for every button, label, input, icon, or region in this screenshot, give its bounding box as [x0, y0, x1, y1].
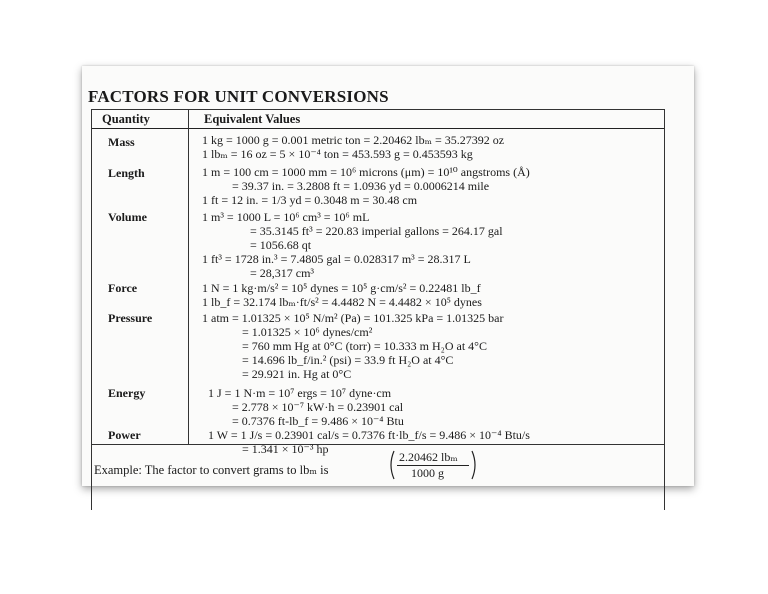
table-line: 1 lb_f = 32.174 lbₘ·ft/s² = 4.4482 N = 4.4482 × 10⁵ dynes	[202, 295, 482, 309]
page-title: FACTORS FOR UNIT CONVERSIONS	[88, 87, 389, 106]
quantity-length: Length	[108, 166, 145, 180]
table-line: = 1.01325 × 10⁶ dynes/cm²	[242, 325, 373, 339]
fraction-numerator: 2.20462 lbₘ	[399, 450, 458, 464]
table-line: = 760 mm Hg at 0°C (torr) = 10.333 m H₂O at 4°C	[242, 339, 487, 353]
table-line: = 35.3145 ft³ = 220.83 imperial gallons = 264.17 gal	[250, 224, 503, 238]
table-line: = 28,317 cm³	[250, 266, 315, 280]
conversion-table-page	[82, 66, 694, 486]
quantity-force: Force	[108, 281, 138, 295]
table-line: 1 W = 1 J/s = 0.23901 cal/s = 0.7376 ft·lb_f/s = 9.486 × 10⁻⁴ Btu/s	[208, 428, 530, 442]
quantity-pressure: Pressure	[108, 311, 153, 325]
table-line: = 1.341 × 10⁻³ hp	[242, 442, 329, 456]
table-line: 1 m³ = 1000 L = 10⁶ cm³ = 10⁶ mL	[202, 210, 370, 224]
table-line: = 2.778 × 10⁻⁷ kW·h = 0.23901 cal	[232, 400, 404, 414]
example-fraction	[387, 449, 479, 481]
quantity-volume: Volume	[108, 210, 147, 224]
table-line: 1 N = 1 kg·m/s² = 10⁵ dynes = 10⁵ g·cm/s² = 0.22481 lb_f	[202, 281, 481, 295]
quantity-mass: Mass	[108, 135, 135, 149]
header-quantity: Quantity	[102, 112, 150, 126]
quantity-power: Power	[108, 428, 141, 442]
column-divider	[188, 110, 189, 444]
table-line: 1 lbₘ = 16 oz = 5 × 10⁻⁴ ton = 453.593 g = 0.453593 kg	[202, 147, 473, 161]
table-line: 1 J = 1 N·m = 10⁷ ergs = 10⁷ dyne·cm	[208, 386, 392, 400]
table-line: = 1056.68 qt	[250, 238, 312, 252]
table-line: 1 ft³ = 1728 in.³ = 7.4805 gal = 0.028317 m³ = 28.317 L	[202, 252, 471, 266]
table-line: = 14.696 lb_f/in.² (psi) = 33.9 ft H₂O at 4°C	[242, 353, 454, 367]
quantity-energy: Energy	[108, 386, 146, 400]
fraction-denominator: 1000 g	[411, 466, 444, 480]
table-line: 1 atm = 1.01325 × 10⁵ N/m² (Pa) = 101.325 kPa = 1.01325 bar	[202, 311, 504, 325]
header-equivalent-values: Equivalent Values	[204, 112, 301, 126]
table-line: = 0.7376 ft-lb_f = 9.486 × 10⁻⁴ Btu	[232, 414, 404, 428]
table-line: 1 ft = 12 in. = 1/3 yd = 0.3048 m = 30.48 cm	[202, 193, 418, 207]
table-line: 1 kg = 1000 g = 0.001 metric ton = 2.20462 lbₘ = 35.27392 oz	[202, 133, 505, 147]
table-header	[92, 110, 664, 129]
conversion-table	[91, 109, 665, 510]
example-text: Example: The factor to convert grams to lbₘ is	[94, 463, 329, 477]
table-bottom-rule	[92, 444, 664, 445]
table-line: = 39.37 in. = 3.2808 ft = 1.0936 yd = 0.0006214 mile	[232, 179, 490, 193]
table-line: = 29.921 in. Hg at 0°C	[242, 367, 352, 381]
table-line: 1 m = 100 cm = 1000 mm = 10⁶ microns (μm) = 10¹⁰ angstroms (Å)	[202, 165, 530, 179]
